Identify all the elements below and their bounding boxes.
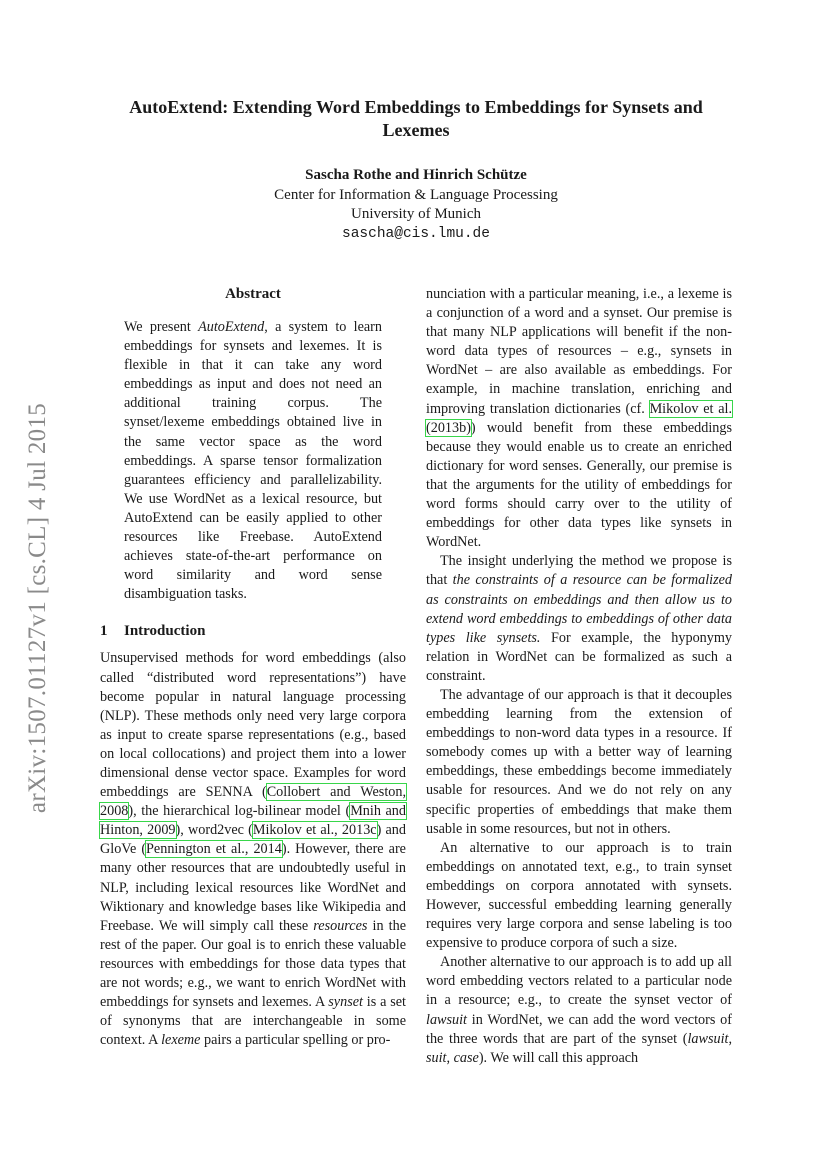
paragraph (426, 953, 732, 1068)
italic-term: lawsuit (687, 1030, 729, 1047)
text-run: , (728, 1030, 732, 1047)
paragraph (426, 285, 732, 552)
citation-link[interactable]: Mikolov et al., 2013c (252, 822, 377, 839)
text-run: in WordNet, we can add the word vectors of the three words that are part of the synset ( (426, 1011, 732, 1047)
text-run: , (446, 1049, 454, 1066)
abstract-body (100, 318, 406, 604)
abstract-text: , a system to learn embeddings for synsets and lexemes. It is flexible in that it can take any word embeddings as input and does not need an additional training corpus. The synset/lexeme embeddings obtained live in the same vector space as the word embeddings. A sparse tensor formalization guarantees efficiency and parallelizability. We use WordNet as a lexical resource, but AutoExtend can be easily applied to other resources like Freebase. AutoExtend achieves state-of-the-art performance on word similarity and word sense disambiguation tasks. (124, 319, 382, 603)
citation-link[interactable]: Mikolov et al. (2013b) (426, 400, 732, 436)
abstract-heading: Abstract (225, 286, 281, 302)
text-run: The insight underlying the method we propose is that (426, 553, 732, 589)
abstract-text: We present (124, 319, 199, 335)
paragraph: The advantage of our approach is that it decouples embedding learning from the extension of embeddings to non-word data types in a resource. If somebody comes up with a better way of learning embeddings, these embeddings become immediately usable for resources. And we do not rely on any specific properties of embeddings that make them usable in some resources, but not in others. (426, 686, 732, 837)
italic-term: synset (328, 994, 363, 1011)
author-email: sascha@cis.lmu.de (342, 225, 490, 242)
italic-passage: the constraints of a resource can be formalized as constraints on embeddings and then allow us to extend word embeddings to embeddings of other data types like synsets. (426, 572, 732, 646)
text-run: ) would benefit from these embeddings because they would enable us to create an enriched dictionary for word senses. Generally, our premise is that the arguments for the utility of embeddings for word forms should carry over to the utility of embeddings for other data types like synsets in WordNet. (426, 419, 732, 551)
text-run: is a set of synonyms that are interchangeable in some context. A (100, 994, 406, 1049)
section-heading (100, 622, 406, 641)
citation-link[interactable]: Pennington et al., 2014 (146, 841, 282, 858)
author-block (100, 166, 732, 244)
paragraph: An alternative to our approach is to train embeddings on annotated text, e.g., to train synset embeddings on corpora annotated with synsets. However, successful embedding learning generally requires very large corpora and sense labeling is too expensive to produce corpora of such a size. (426, 839, 732, 952)
italic-term: suit (426, 1049, 447, 1066)
arxiv-identifier: arXiv:1507.01127v1 [cs.CL] 4 Jul 2015 (24, 402, 51, 814)
affiliation: Center for Information & Language Processing (274, 186, 558, 203)
author-names: Sascha Rothe and Hinrich Schütze (305, 167, 527, 183)
abstract-system-name: AutoExtend (198, 319, 265, 335)
text-run: in the rest of the paper. Our goal is to enrich these valuable resources with embeddings for those data types that are not words; e.g., we want to enrich WordNet with embeddings for synsets and lexemes. A (100, 917, 407, 1011)
text-run: ), the hierarchical log-bilinear model ( (128, 803, 351, 820)
citation-link[interactable]: Mnih and Hinton, 2009 (100, 803, 406, 839)
italic-term: resources (313, 917, 368, 934)
citation-link[interactable]: Collobert and Weston, 2008 (100, 784, 406, 820)
text-run: ) and GloVe ( (100, 822, 406, 858)
italic-term: case (453, 1049, 479, 1066)
left-column (100, 285, 406, 1050)
paper-title: AutoExtend: Extending Word Embeddings to Embeddings for Synsets and Lexemes (129, 97, 703, 140)
text-run: Another alternative to our approach is to add up all word embedding vectors related to a particular node in a resource; e.g., to create the synset vector of (426, 954, 732, 1009)
section-number: 1 (100, 623, 108, 640)
text-run: Unsupervised methods for word embeddings (also called “distributed word representations”) have become popular in natural language processing (NLP). These methods only need very large corpora as input to create sparse representations (e.g., based on local collocations) and project them into a lower dimensional dense vector space. Examples for word embeddings are SENNA ( (100, 650, 406, 801)
text-run: nunciation with a particular meaning, i.e., a lexeme is a conjunction of a word and a synset. Our premise is that many NLP applications will benefit if the non-word data types of resources – e.g., synsets in WordNet – are also available as embeddings. For example, in machine translation, enriching and improving translation dictionaries (cf. (426, 286, 732, 417)
paragraph (426, 552, 732, 686)
university: University of Munich (351, 206, 481, 222)
paragraph (100, 649, 406, 1050)
text-run: ). We will call this approach (478, 1049, 639, 1066)
right-column (426, 285, 732, 1068)
text-run: ), word2vec ( (175, 822, 253, 839)
text-run: For example, the hyponymy relation in WordNet can be formalized as such a constraint. (426, 629, 732, 684)
text-run: pairs a particular spelling or pro- (200, 1032, 391, 1049)
arxiv-sidebar (18, 378, 58, 838)
italic-term: lexeme (161, 1032, 201, 1049)
text-run: ). However, there are many other resources that are undoubtedly useful in NLP, including lexical resources like WordNet and Wiktionary and knowledge bases like Wikipedia and Freebase. We will simply call these (100, 841, 406, 934)
section-title: Introduction (124, 623, 206, 640)
italic-term: lawsuit (426, 1011, 467, 1028)
